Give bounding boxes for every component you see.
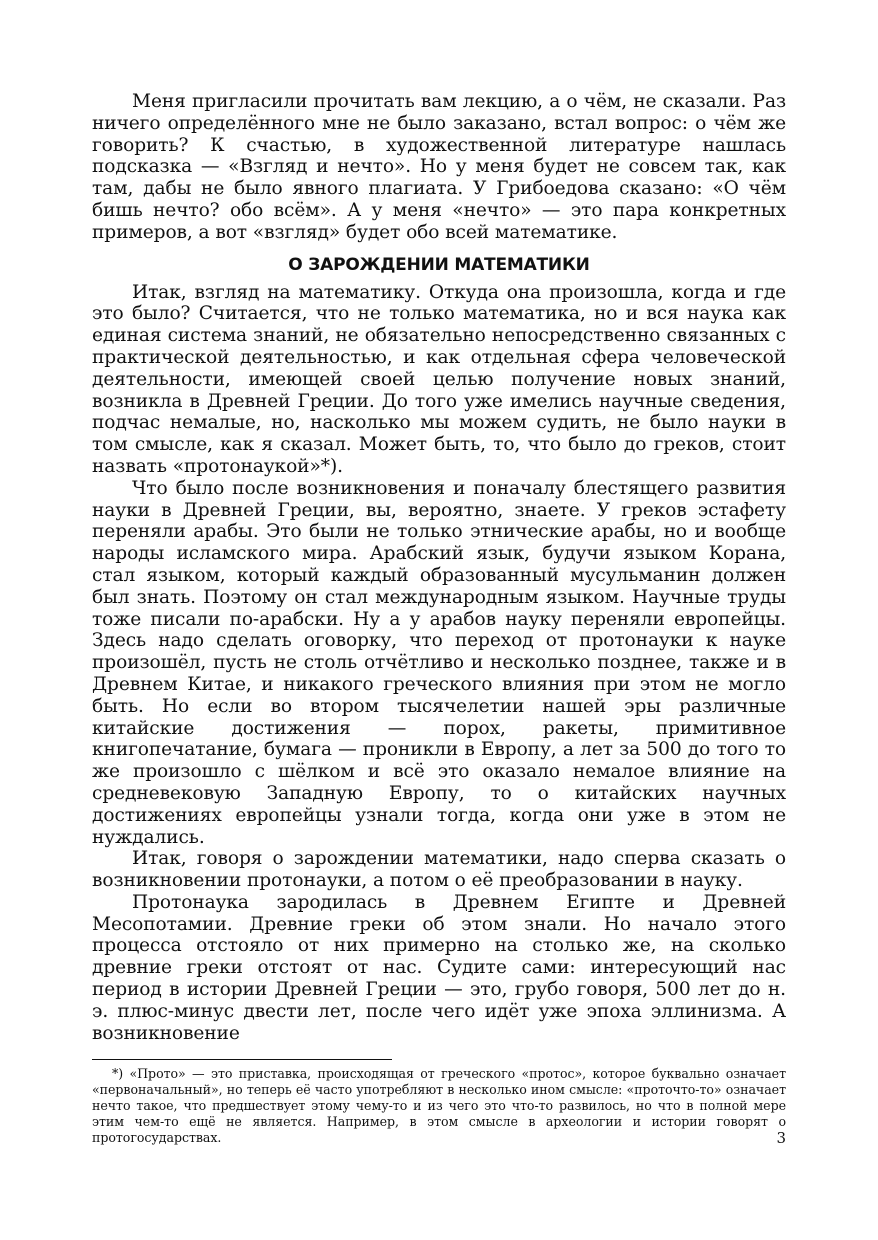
body-paragraph: Итак, говоря о зарождении математики, надо сперва сказать о возникновении протонауки, а потом о её преобразовании в науку. (92, 848, 786, 892)
body-paragraph: Протонаука зародилась в Древнем Египте и Древней Месопотамии. Древние греки об этом знали. Но начало этого процесса отстояло от них примерно на столько же, на сколько древние греки отстоят от нас. Судите сами: интересующий нас период в истории Древней Греции — это, грубо говоря, 500 лет до н. э. плюс-минус двести лет, после чего идёт уже эпоха эллинизма. А возникновение (92, 891, 786, 1044)
page-number: 3 (776, 1129, 786, 1147)
intro-paragraph: Меня пригласили прочитать вам лекцию, а о чём, не сказали. Раз ничего определённого мне не было заказано, встал вопрос: о чём же говорить? К счастью, в художественной литературе нашлась подсказка — «Взгляд и нечто». Но у меня будет не совсем так, как там, дабы не было явного плагиата. У Грибоедова сказано: «О чём бишь нечто? обо всём». А у меня «нечто» — это пара конкретных примеров, а вот «взгляд» будет обо всей математике. (92, 91, 786, 243)
section-title: О ЗАРОЖДЕНИИ МАТЕМАТИКИ (288, 254, 590, 275)
footnote: *) «Прото» — это приставка, происходящая от греческого «протос», которое буквально означает «первоначальный», но теперь её часто употребляют в несколько ином смысле: «проточто-то» означает нечто такое, что предшествует этому чему-то и из чего это что-то развилось, но что в полной мере этим чем-то ещё не является. Например, в этом смысле в археологии и истории говорят о протогосударствах. (92, 1066, 786, 1145)
page-body (92, 91, 786, 1145)
body-paragraph: Итак, взгляд на математику. Откуда она произошла, когда и где это было? Считается, что не только математика, но и вся наука как единая система знаний, не обязательно непосредственно связанных с практической деятельностью, и как отдельная сфера человеческой деятельности, имеющей своей целью получение новых знаний, возникла в Древней Греции. До того уже имелись научные сведения, подчас немалые, но, насколько мы можем судить, не было науки в том смысле, как я сказал. Может быть, то, что было до греков, стоит назвать «протонаукой»*). (92, 281, 786, 477)
body-paragraph: Что было после возникновения и поначалу блестящего развития науки в Древней Греции, вы, вероятно, знаете. У греков эстафету переняли арабы. Это были не только этнические арабы, но и вообще народы исламского мира. Арабский язык, будучи языком Корана, стал языком, который каждый образованный мусульманин должен был знать. Поэтому он стал международным языком. Научные труды тоже писали по-арабски. Ну а у арабов науку переняли европейцы. Здесь надо сделать оговорку, что переход от протонауки к науке произошёл, пусть не столь отчётливо и несколько позднее, также и в Древнем Китае, и никакого греческого влияния при этом не могло быть. Но если во втором тысячелетии нашей эры различные китайские достижения — порох, ракеты, примитивное книгопечатание, бумага — проникли в Европу, а лет за 500 до того то же произошло с шёлком и всё это оказало немалое влияние на средневековую Западную Европу, то о китайских научных достижениях европейцы узнали тогда, когда они уже в этом не нуждались. (92, 477, 786, 848)
footnote-divider (92, 1059, 392, 1060)
